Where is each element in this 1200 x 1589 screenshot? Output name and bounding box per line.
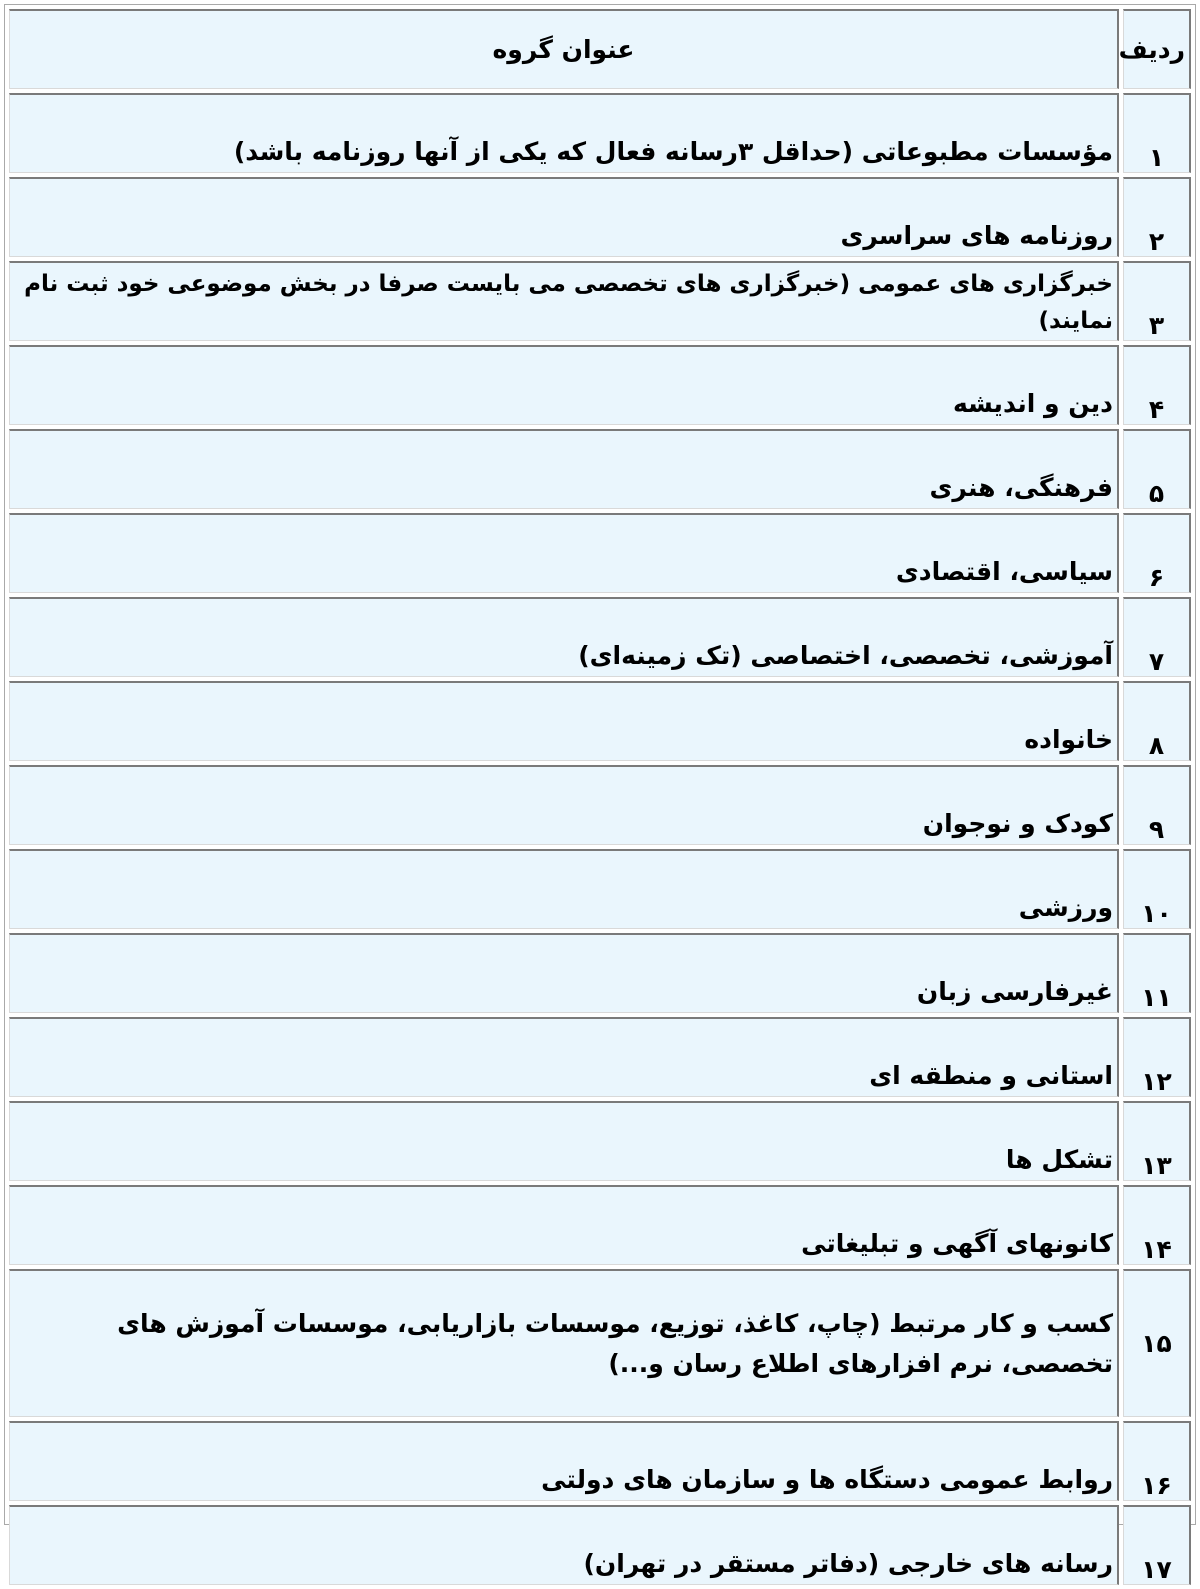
row-title: کودک و نوجوان <box>9 765 1119 845</box>
table-row <box>9 681 1191 761</box>
row-title: خبرگزاری های عمومی (خبرگزاری های تخصصی می بایست صرفا در بخش موضوعی خود ثبت نام نمایند) <box>9 261 1119 341</box>
row-title: سیاسی، اقتصادی <box>9 513 1119 593</box>
row-title: مؤسسات مطبوعاتی (حداقل ۳رسانه فعال که یکی از آنها روزنامه باشد) <box>9 93 1119 173</box>
table-row <box>9 1269 1191 1417</box>
row-number: ۶ <box>1123 513 1191 593</box>
row-title: کسب و کار مرتبط (چاپ، کاغذ، توزیع، موسسات بازاریابی، موسسات آموزش های تخصصی، نرم افزارهای اطلاع رسان و...) <box>9 1269 1119 1417</box>
table-row <box>9 933 1191 1013</box>
table-row <box>9 849 1191 929</box>
row-number: ۱۷ <box>1123 1505 1191 1585</box>
row-number: ۵ <box>1123 429 1191 509</box>
row-title: غیرفارسی زبان <box>9 933 1119 1013</box>
row-title: دین و اندیشه <box>9 345 1119 425</box>
row-number: ۸ <box>1123 681 1191 761</box>
row-title: آموزشی، تخصصی، اختصاصی (تک زمینه‌ای) <box>9 597 1119 677</box>
table-row <box>9 513 1191 593</box>
table-row <box>9 93 1191 173</box>
table-row <box>9 177 1191 257</box>
groups-table-container <box>4 4 1196 1584</box>
row-title: ورزشی <box>9 849 1119 929</box>
row-title: تشکل ها <box>9 1101 1119 1181</box>
row-number: ۱۲ <box>1123 1017 1191 1097</box>
row-title: روابط عمومی دستگاه ها و سازمان های دولتی <box>9 1421 1119 1501</box>
row-title: خانواده <box>9 681 1119 761</box>
row-number: ۱۰ <box>1123 849 1191 929</box>
row-title: فرهنگی، هنری <box>9 429 1119 509</box>
table-row <box>9 261 1191 341</box>
row-number: ۱۶ <box>1123 1421 1191 1501</box>
table-header-row <box>9 9 1191 89</box>
row-number: ۱۱ <box>1123 933 1191 1013</box>
row-number: ۱ <box>1123 93 1191 173</box>
row-title: کانونهای آگهی و تبلیغاتی <box>9 1185 1119 1265</box>
row-number: ۹ <box>1123 765 1191 845</box>
row-number: ۱۵ <box>1123 1269 1191 1417</box>
table-row <box>9 1017 1191 1097</box>
row-title: روزنامه های سراسری <box>9 177 1119 257</box>
row-title: استانی و منطقه ای <box>9 1017 1119 1097</box>
groups-table <box>5 5 1195 1589</box>
table-row <box>9 429 1191 509</box>
table-row <box>9 1421 1191 1501</box>
column-header-title: عنوان گروه <box>9 9 1119 89</box>
column-header-number: ردیف <box>1123 9 1191 89</box>
table-row <box>9 597 1191 677</box>
row-number: ۱۳ <box>1123 1101 1191 1181</box>
table-row <box>9 1505 1191 1585</box>
row-title: رسانه های خارجی (دفاتر مستقر در تهران) <box>9 1505 1119 1585</box>
row-number: ۲ <box>1123 177 1191 257</box>
table-row <box>9 765 1191 845</box>
row-number: ۱۴ <box>1123 1185 1191 1265</box>
table-row <box>9 345 1191 425</box>
row-number: ۷ <box>1123 597 1191 677</box>
row-number: ۴ <box>1123 345 1191 425</box>
row-number: ۳ <box>1123 261 1191 341</box>
table-row <box>9 1101 1191 1181</box>
table-row <box>9 1185 1191 1265</box>
